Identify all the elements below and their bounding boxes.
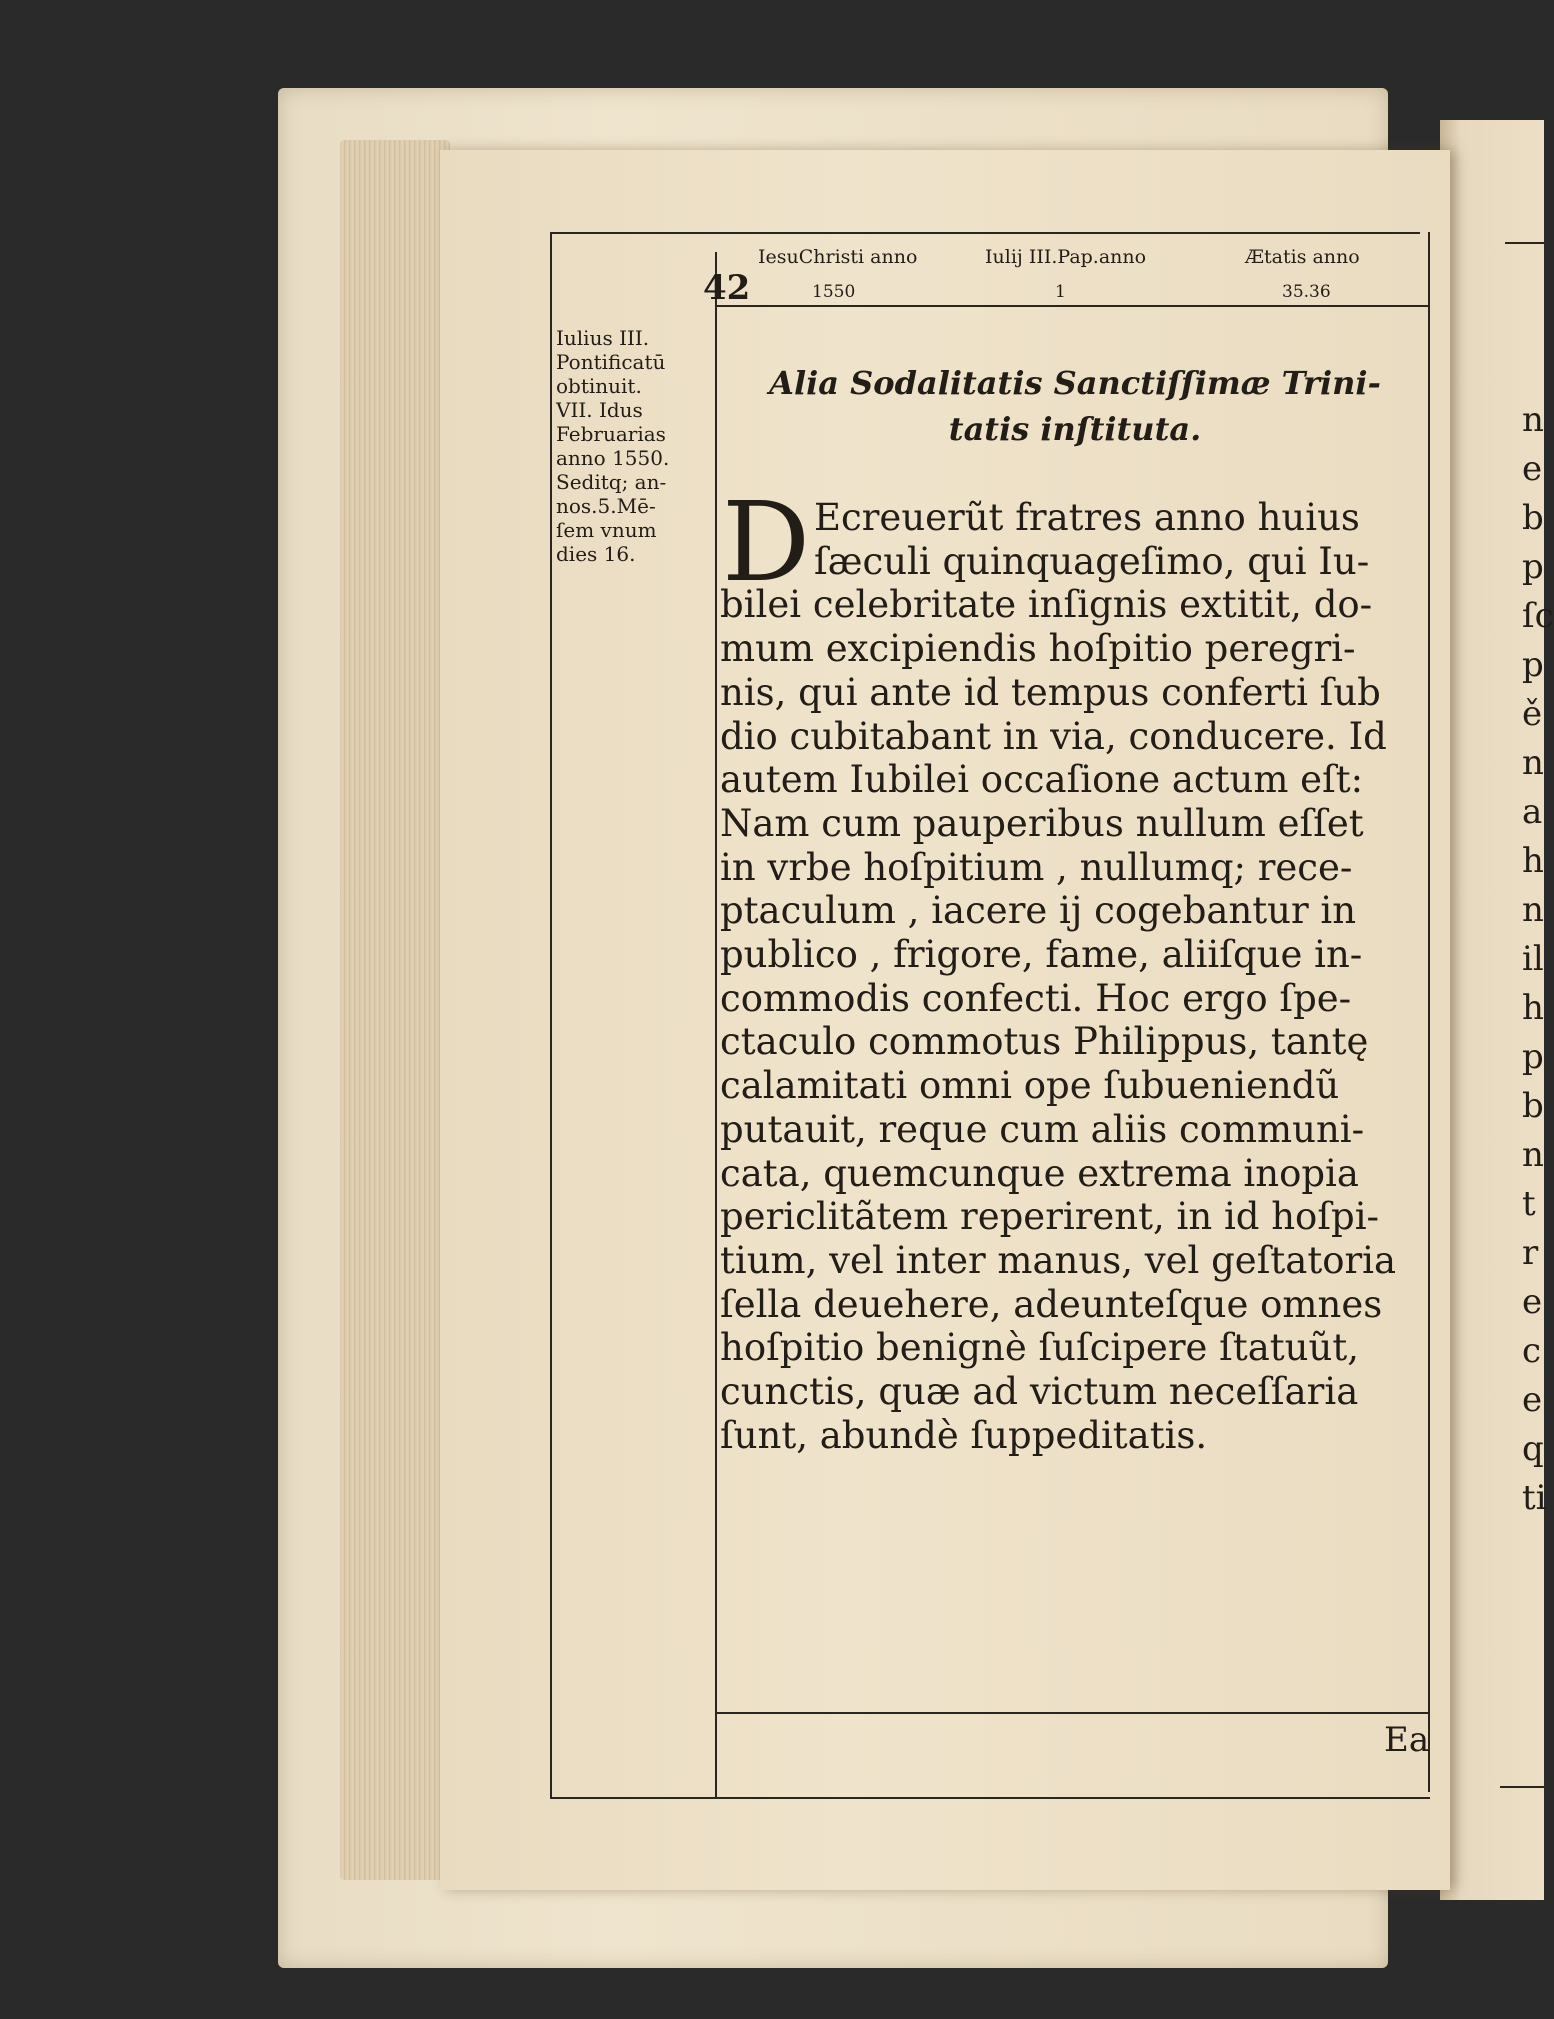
- facing-page-rule-top: [1505, 242, 1544, 244]
- header-col-christi-value: 1550: [812, 282, 856, 302]
- facing-page-letter: ſc: [1522, 596, 1554, 636]
- margin-note-line: Seditq; an-: [556, 470, 667, 494]
- body-line: autem Iubilei occaſione actum eſt:: [720, 758, 1364, 802]
- margin-note-line: anno 1550.: [556, 446, 670, 470]
- facing-page-letter: e: [1522, 1282, 1543, 1322]
- body-line: ctaculo commotus Philippus, tantę: [720, 1020, 1369, 1064]
- body-line: ptaculum , iacere ij cogebantur in: [720, 889, 1357, 933]
- body-line: publico , frigore, fame, aliiſque in-: [720, 933, 1363, 977]
- header-col-aetatis-value: 35.36: [1282, 282, 1331, 302]
- body-line: ſæculi quinquageſimo, qui Iu-: [814, 539, 1370, 583]
- margin-note: [556, 326, 706, 566]
- facing-page-letter: h: [1522, 841, 1544, 881]
- facing-page-letter: p: [1522, 1037, 1544, 1077]
- body-line: hoſpitio benignè ſuſcipere ſtatuũt,: [720, 1326, 1359, 1370]
- page-number: 42: [703, 268, 751, 308]
- body-line: mum excipiendis hoſpitio peregri-: [720, 627, 1356, 671]
- header-col-iulii-value: 1: [1055, 282, 1066, 302]
- body-line: in vrbe hoſpitium , nullumq; rece-: [720, 845, 1353, 889]
- frame-right-rule: [1428, 232, 1430, 1792]
- body-line: dio cubitabant in via, conducere. Id: [720, 714, 1387, 758]
- body-line: periclitãtem reperirent, in id hoſpi-: [720, 1195, 1380, 1239]
- margin-note-line: VII. Idus: [556, 398, 643, 422]
- margin-note-line: Pontificatū: [556, 350, 666, 374]
- body-line: tium, vel inter manus, vel geſtatoria: [720, 1238, 1397, 1282]
- margin-note-line: nos.5.Mē-: [556, 494, 656, 518]
- drop-cap: D: [722, 478, 811, 606]
- frame-left-rule: [550, 232, 552, 1797]
- body-line: cata, quemcunque extrema inopia: [720, 1151, 1359, 1195]
- header-col-iulii-title: Iulij III.Pap.anno: [985, 246, 1147, 268]
- body-line: bilei celebritate inſignis extitit, do-: [720, 583, 1373, 627]
- frame-bottom-rule: [550, 1797, 1430, 1799]
- facing-page-letter: a: [1522, 792, 1543, 832]
- facing-page-letter: q: [1522, 1429, 1544, 1469]
- frame-top-rule: [550, 232, 1420, 234]
- facing-page-letter: e: [1522, 449, 1543, 489]
- facing-page-letter: h: [1522, 988, 1544, 1028]
- facing-page-letter: n: [1522, 890, 1544, 930]
- footer-rule: [715, 1712, 1428, 1714]
- margin-note-line: ſem vnum: [556, 518, 657, 542]
- body-line: ſunt, abundè ſuppeditatis.: [720, 1413, 1208, 1457]
- facing-page-letter: p: [1522, 645, 1544, 685]
- body-line: Nam cum pauperibus nullum eſſet: [720, 801, 1364, 845]
- facing-page-letter: n: [1522, 743, 1544, 783]
- margin-divider-rule: [715, 252, 717, 1797]
- facing-page-text: [1522, 396, 1554, 1523]
- section-heading: [730, 360, 1420, 452]
- body-line: calamitati omni ope ſubueniendũ: [720, 1064, 1340, 1108]
- heading-line: Alia Sodalitatis Sanctiſſimæ Trini-: [769, 364, 1381, 402]
- facing-page-letter: b: [1522, 1086, 1544, 1126]
- facing-page-letter: c: [1522, 1331, 1542, 1371]
- facing-page-letter: ě: [1522, 694, 1543, 734]
- body-line: ſella deuehere, adeunteſque omnes: [720, 1282, 1383, 1326]
- header-rule: [715, 305, 1428, 307]
- margin-note-line: Iulius III.: [556, 326, 650, 350]
- facing-page-rule-bottom: [1500, 1786, 1544, 1788]
- heading-line: tatis inſtituta.: [948, 410, 1202, 448]
- header-col-christi-title: IesuChristi anno: [758, 246, 918, 268]
- facing-page-letter: n: [1522, 1135, 1544, 1175]
- header-col-aetatis-title: Ætatis anno: [1245, 246, 1360, 268]
- body-line: cunctis, quæ ad victum neceſſaria: [720, 1370, 1359, 1414]
- margin-note-line: Februarias: [556, 422, 666, 446]
- margin-note-line: dies 16.: [556, 542, 636, 566]
- facing-page-letter: b: [1522, 498, 1544, 538]
- facing-page-letter: t: [1522, 1184, 1536, 1224]
- facing-page-letter: ti: [1522, 1478, 1547, 1518]
- body-line: commodis confecti. Hoc ergo ſpe-: [720, 976, 1352, 1020]
- margin-note-line: obtinuit.: [556, 374, 642, 398]
- body-line: nis, qui ante id tempus conferti ſub: [720, 670, 1381, 714]
- facing-page-letter: e: [1522, 1380, 1543, 1420]
- body-line: Ecreuerũt fratres anno huius: [814, 496, 1360, 539]
- facing-page-letter: r: [1522, 1233, 1539, 1273]
- body-text: [720, 496, 1422, 1457]
- facing-page-letter: p: [1522, 547, 1544, 587]
- page-edges: [340, 140, 450, 1880]
- facing-page-letter: n: [1522, 400, 1544, 440]
- body-line: putauit, reque cum aliis communi-: [720, 1107, 1365, 1151]
- catchword: Ea: [1384, 1720, 1430, 1760]
- facing-page-letter: il: [1522, 939, 1544, 979]
